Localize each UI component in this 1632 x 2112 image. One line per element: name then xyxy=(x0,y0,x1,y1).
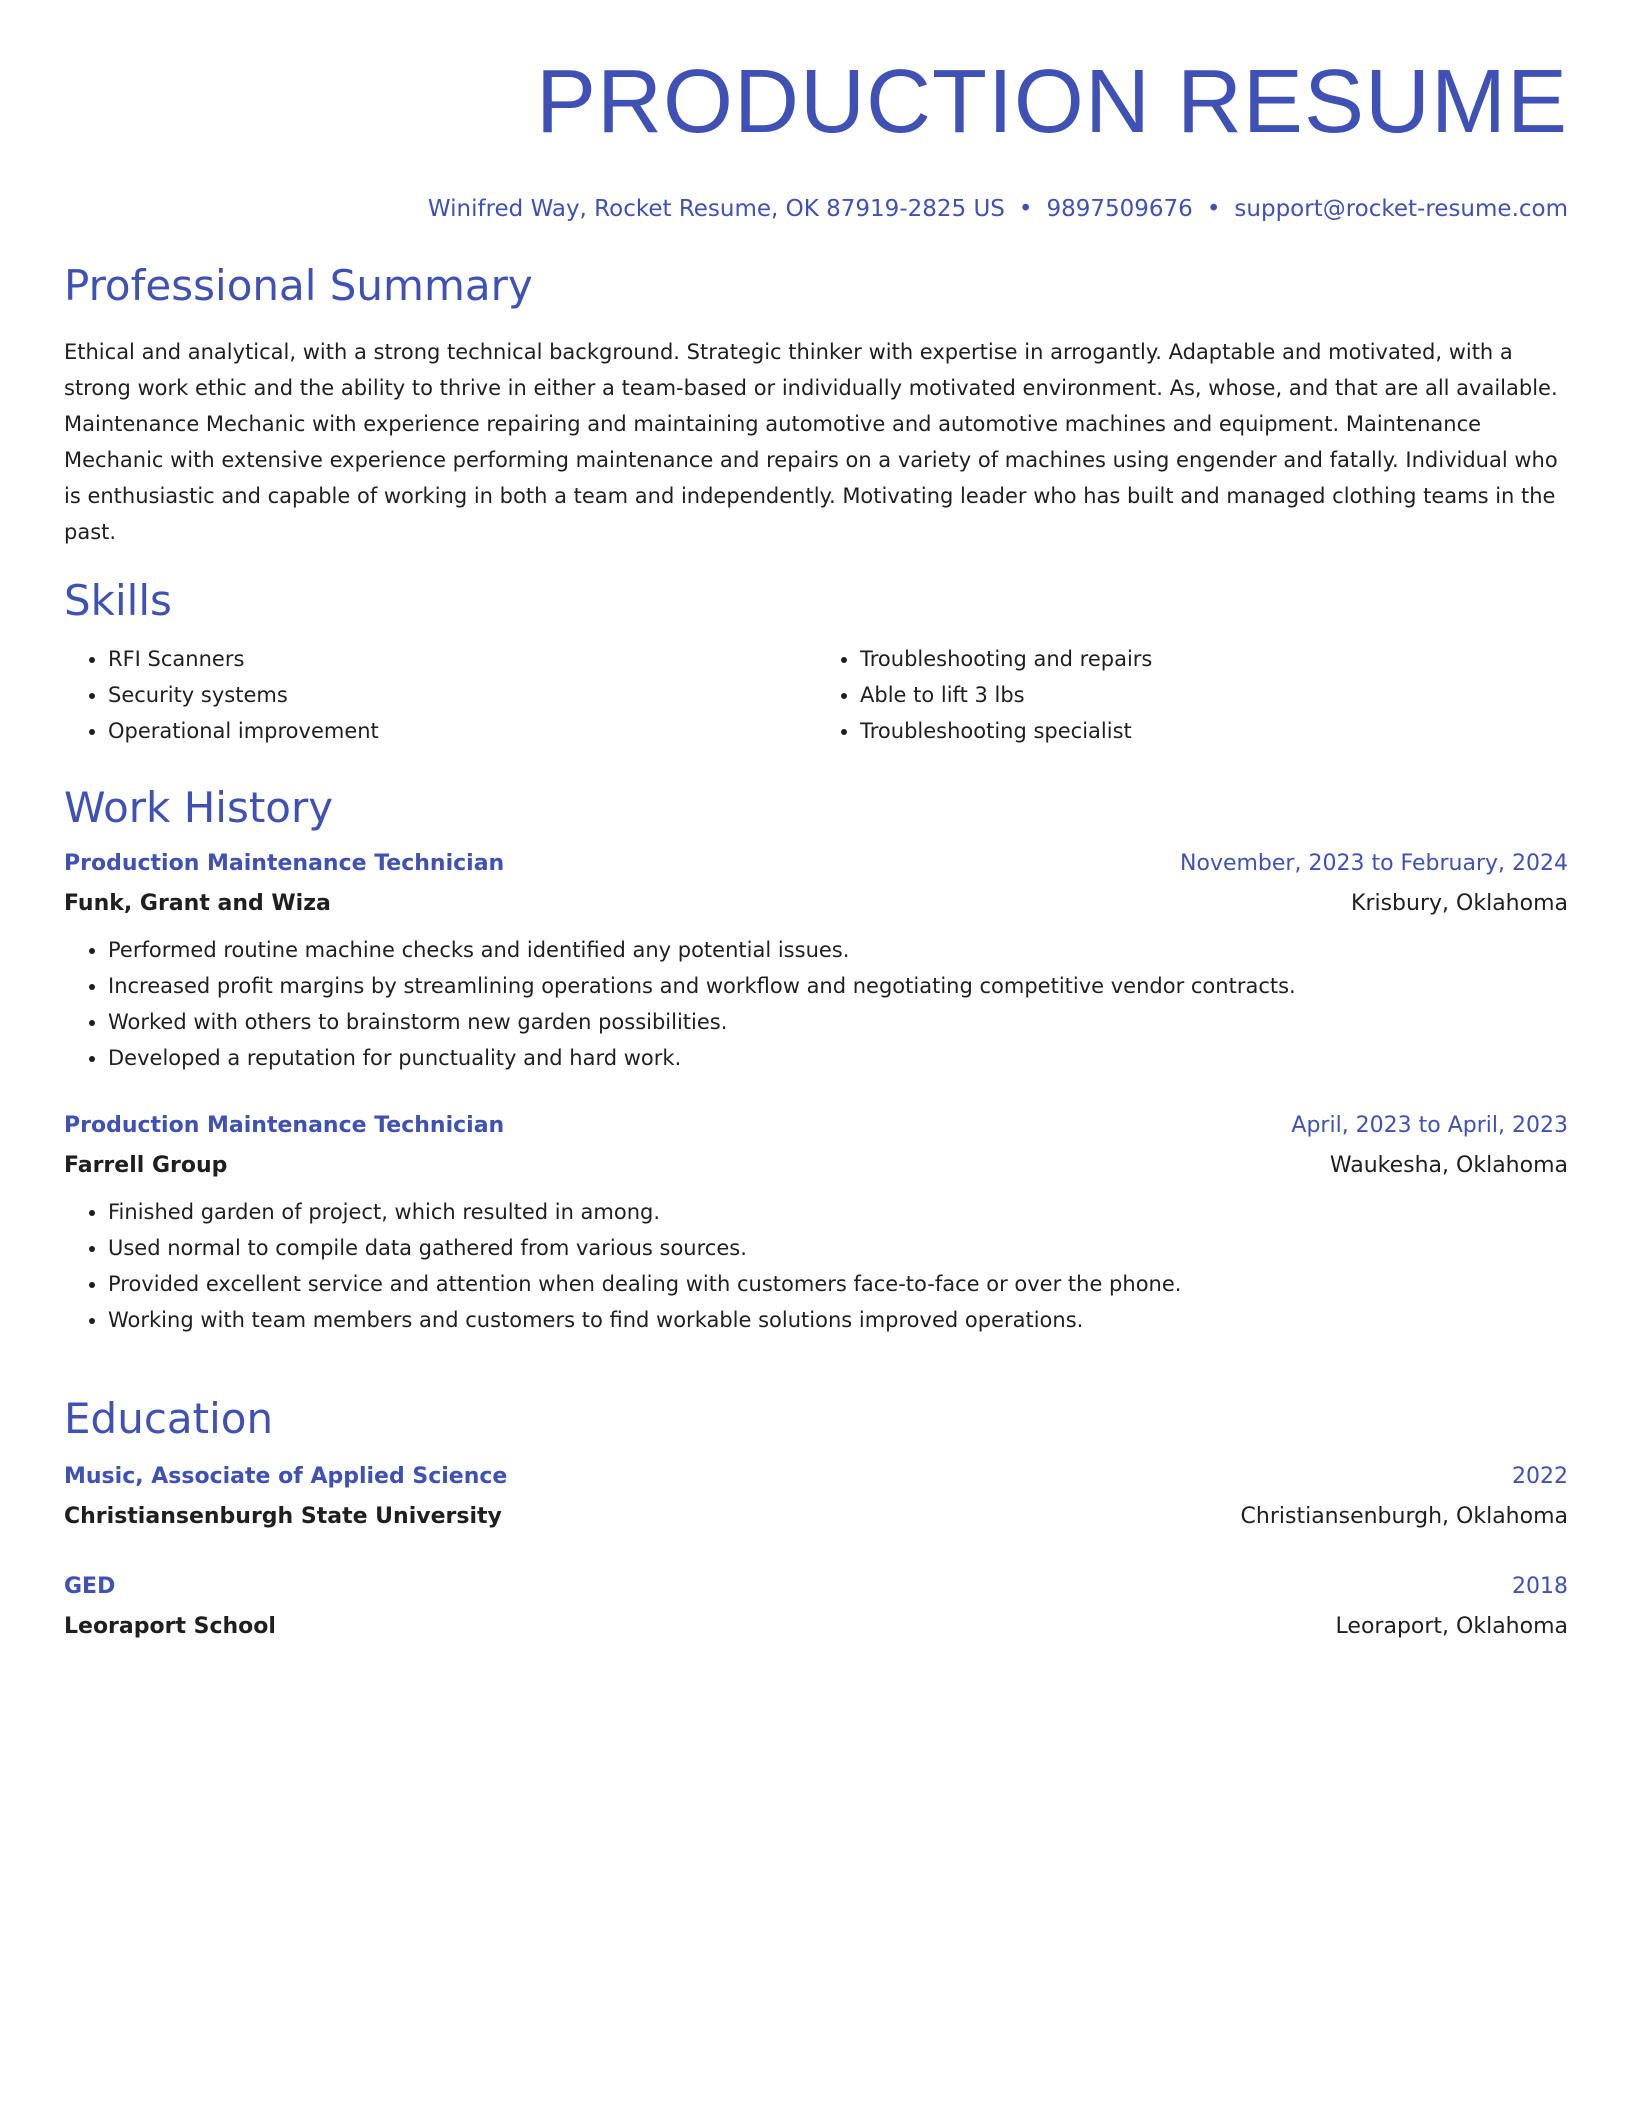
education-school: Christiansenburgh State University xyxy=(64,1504,502,1529)
skill-item: • Troubleshooting specialist xyxy=(860,713,1568,749)
job-dates: November, 2023 to February, 2024 xyxy=(1180,851,1568,876)
skill-item: • Operational improvement xyxy=(108,713,816,749)
skills-list-right xyxy=(816,641,1568,749)
education-degree-row xyxy=(64,1457,1568,1497)
resume-header xyxy=(64,0,1568,224)
job-company-row xyxy=(64,884,1568,924)
education-entry xyxy=(64,1457,1568,1537)
job-bullets xyxy=(64,932,1568,1076)
job-title: Production Maintenance Technician xyxy=(64,1113,505,1138)
job-bullet: • Used normal to compile data gathered from various sources. xyxy=(108,1230,1568,1266)
skills-columns xyxy=(64,641,1568,749)
resume-title: PRODUCTION RESUME xyxy=(535,52,1568,152)
job-bullet: • Performed routine machine checks and identified any potential issues. xyxy=(108,932,1568,968)
education-degree: Music, Associate of Applied Science xyxy=(64,1464,508,1489)
job-location: Waukesha, Oklahoma xyxy=(1329,1153,1568,1178)
section-heading-work: Work History xyxy=(64,783,334,832)
contact-separator: • xyxy=(1206,196,1221,222)
section-heading-summary: Professional Summary xyxy=(64,261,533,310)
education-entry xyxy=(64,1567,1568,1647)
job-entry xyxy=(64,1106,1568,1338)
job-dates: April, 2023 to April, 2023 xyxy=(1291,1113,1568,1138)
job-bullets xyxy=(64,1194,1568,1338)
education-degree-row xyxy=(64,1567,1568,1607)
summary-text: Ethical and analytical, with a strong technical background. Strategic thinker with expertise in arrogantly. Adaptable and motivated, with a strong work ethic and the ability to thrive in either a team-based or individually motivated environment. As, whose, and that are all available. Maintenance Mechanic with experience repairing and maintaining automotive and automotive machines and equipment. Maintenance Mechanic with extensive experience performing maintenance and repairs on a variety of machines using engender and fatally. Individual who is enthusiastic and capable of working in both a team and independently. Motivating leader who has built and managed clothing teams in the past. xyxy=(64,340,1558,544)
job-bullet: • Finished garden of project, which resulted in among. xyxy=(108,1194,1568,1230)
skills-section xyxy=(64,575,1568,749)
education-year: 2018 xyxy=(1512,1574,1568,1599)
education-degree: GED xyxy=(64,1574,116,1599)
work-history-section xyxy=(64,782,1568,1338)
contact-address: Winifred Way, Rocket Resume, OK 87919-2825 US xyxy=(427,196,1005,222)
job-bullet: • Provided excellent service and attention when dealing with customers face-to-face or over the phone. xyxy=(108,1266,1568,1302)
skill-item: • Able to lift 3 lbs xyxy=(860,677,1568,713)
job-company-row xyxy=(64,1146,1568,1186)
job-entry xyxy=(64,844,1568,1076)
contact-separator: • xyxy=(1018,196,1033,222)
job-bullet: • Developed a reputation for punctuality and hard work. xyxy=(108,1040,1568,1076)
professional-summary-section xyxy=(64,260,1568,550)
job-company: Funk, Grant and Wiza xyxy=(64,891,331,916)
job-company: Farrell Group xyxy=(64,1153,228,1178)
section-heading-education: Education xyxy=(64,1394,274,1443)
education-year: 2022 xyxy=(1512,1464,1568,1489)
job-location: Krisbury, Oklahoma xyxy=(1351,891,1568,916)
job-title: Production Maintenance Technician xyxy=(64,851,505,876)
job-bullet: • Increased profit margins by streamlining operations and workflow and negotiating competitive vendor contracts. xyxy=(108,968,1568,1004)
education-school: Leoraport School xyxy=(64,1614,276,1639)
job-title-row xyxy=(64,844,1568,884)
job-bullet: • Working with team members and customers to find workable solutions improved operations. xyxy=(108,1302,1568,1338)
section-heading-skills: Skills xyxy=(64,576,172,625)
education-section xyxy=(64,1393,1568,1647)
contact-email[interactable]: support@rocket-resume.com xyxy=(1234,196,1568,222)
contact-phone[interactable]: 9897509676 xyxy=(1046,196,1193,222)
education-location: Christiansenburgh, Oklahoma xyxy=(1240,1504,1568,1529)
education-school-row xyxy=(64,1497,1568,1537)
skill-item: • Security systems xyxy=(108,677,816,713)
education-location: Leoraport, Oklahoma xyxy=(1335,1614,1568,1639)
job-title-row xyxy=(64,1106,1568,1146)
skill-item: • Troubleshooting and repairs xyxy=(860,641,1568,677)
skill-item: • RFI Scanners xyxy=(108,641,816,677)
skills-list-left xyxy=(64,641,816,749)
education-school-row xyxy=(64,1607,1568,1647)
job-bullet: • Worked with others to brainstorm new garden possibilities. xyxy=(108,1004,1568,1040)
contact-line xyxy=(64,194,1568,224)
